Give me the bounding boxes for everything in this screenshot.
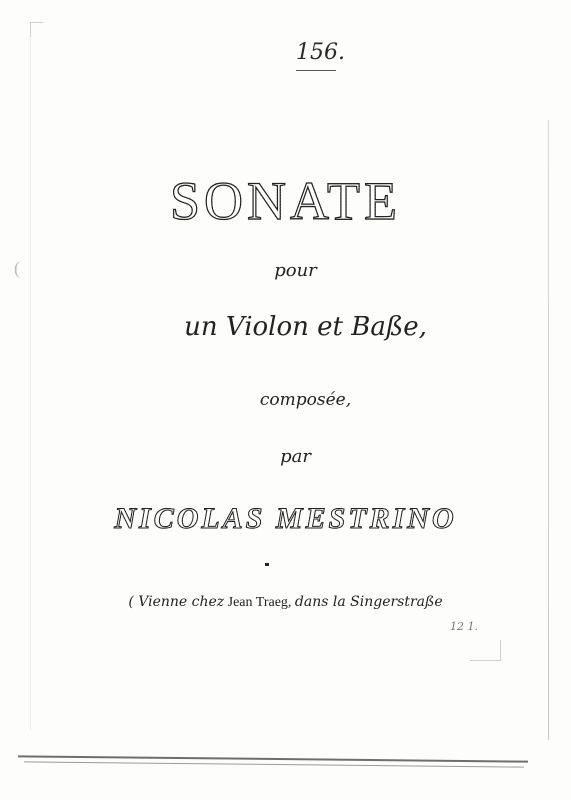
bottom-rule-secondary [24, 761, 524, 767]
imprint-city: ( Vienne chez [128, 594, 225, 610]
plate-number: 12 1. [450, 620, 478, 633]
text-par: par [280, 446, 311, 467]
text-composed: composée, [259, 390, 352, 410]
ornament-dot [265, 563, 269, 566]
text-pour: pour [274, 260, 317, 281]
composer-name: NICOLAS MESTRINO [0, 502, 571, 536]
catalog-underline [296, 70, 336, 71]
corner-mark [30, 22, 43, 37]
catalog-number: 156. [296, 40, 345, 65]
page-edge-left [30, 30, 31, 730]
imprint-street: dans la Singerstraße [294, 594, 443, 610]
margin-mark: ( [14, 258, 20, 278]
publisher-imprint [0, 594, 571, 611]
text-instruments: un Violon et Baße, [184, 312, 427, 342]
work-title: SONATE [0, 170, 571, 232]
scratch-mark [470, 640, 501, 661]
imprint-publisher: Jean Traeg, [227, 595, 292, 610]
